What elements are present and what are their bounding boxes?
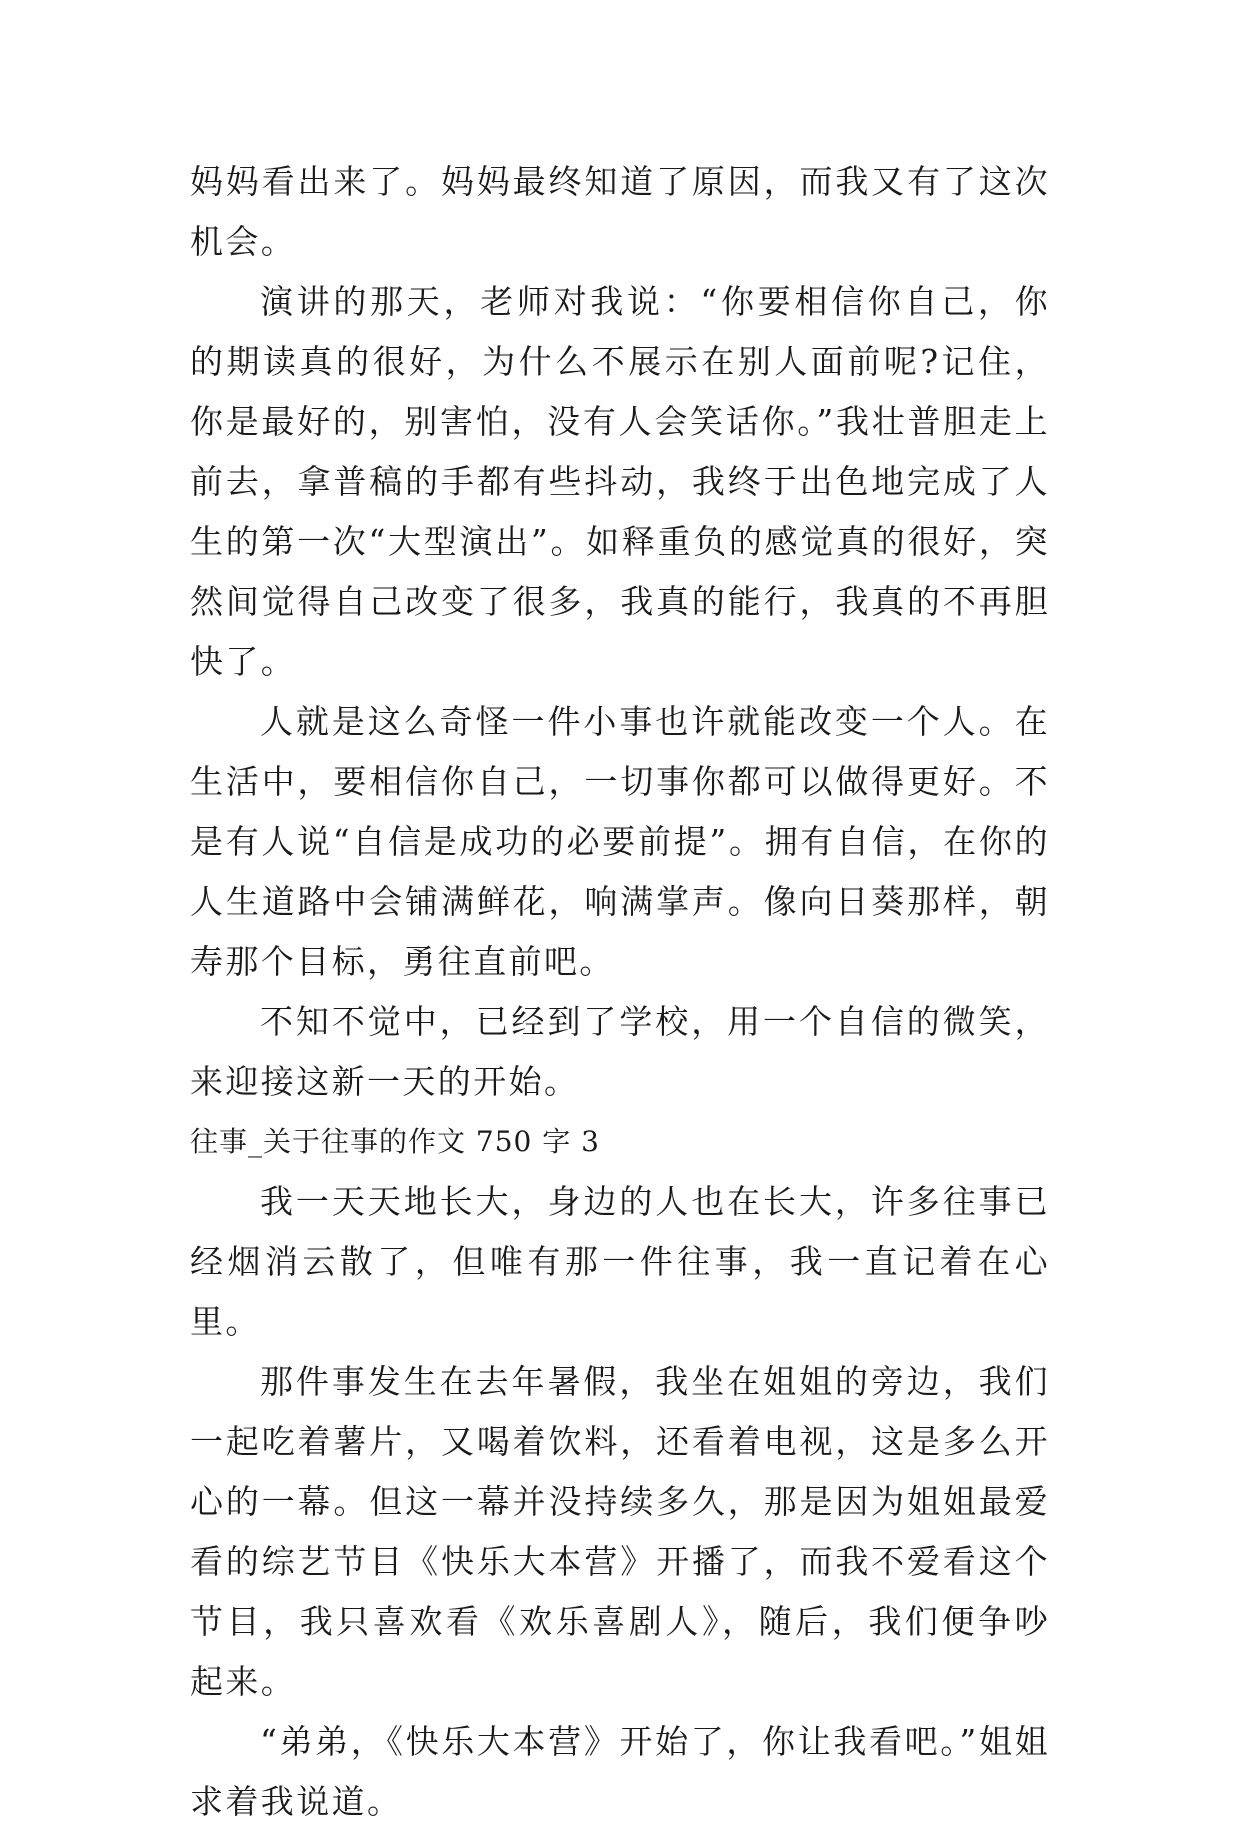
document-body: [190, 152, 1050, 1832]
paragraph-5: 我一天天地长大，身边的人也在长大，许多往事已经烟消云散了，但唯有那一件往事，我一直记着在心里。: [190, 1182, 1050, 1341]
paragraph-6: 那件事发生在去年暑假，我坐在姐姐的旁边，我们一起吃着薯片，又喝着饮料，还看着电视，这是多么开心的一幕。但这一幕并没持续多久，那是因为姐姐最爱看的综艺节目《快乐大本营》开播了，而我不爱看这个节目，我只喜欢看《欢乐喜剧人》，随后，我们便争吵起来。: [190, 1362, 1050, 1701]
paragraph-4: 不知不觉中，已经到了学校，用一个自信的微笑，来迎接这新一天的开始。: [190, 1002, 1050, 1101]
paragraph-2: 演讲的那天，老师对我说：“你要相信你自己，你的期读真的很好，为什么不展示在别人面前呢?记住，你是最好的，别害怕，没有人会笑话你。”我壮普胆走上前去，拿普稿的手都有些抖动，我终于出色地完成了人生的第一次“大型演出”。如释重负的感觉真的很好，突然间觉得自己改变了很多，我真的能行，我真的不再胆快了。: [190, 282, 1050, 681]
paragraph-1: 妈妈看出来了。妈妈最终知道了原因，而我又有了这次机会。: [190, 162, 1050, 261]
paragraph-3: 人就是这么奇怪一件小事也许就能改变一个人。在生活中，要相信你自己，一切事你都可以做得更好。不是有人说“自信是成功的必要前提”。拥有自信，在你的人生道路中会铺满鲜花，响满掌声。像向日葵那样，朝寿那个目标，勇往直前吧。: [190, 702, 1050, 981]
paragraph-7: “弟弟，《快乐大本营》开始了，你让我看吧。”姐姐求着我说道。: [190, 1722, 1050, 1821]
section-heading: 往事_关于往事的作文 750 字 3: [190, 1125, 600, 1158]
